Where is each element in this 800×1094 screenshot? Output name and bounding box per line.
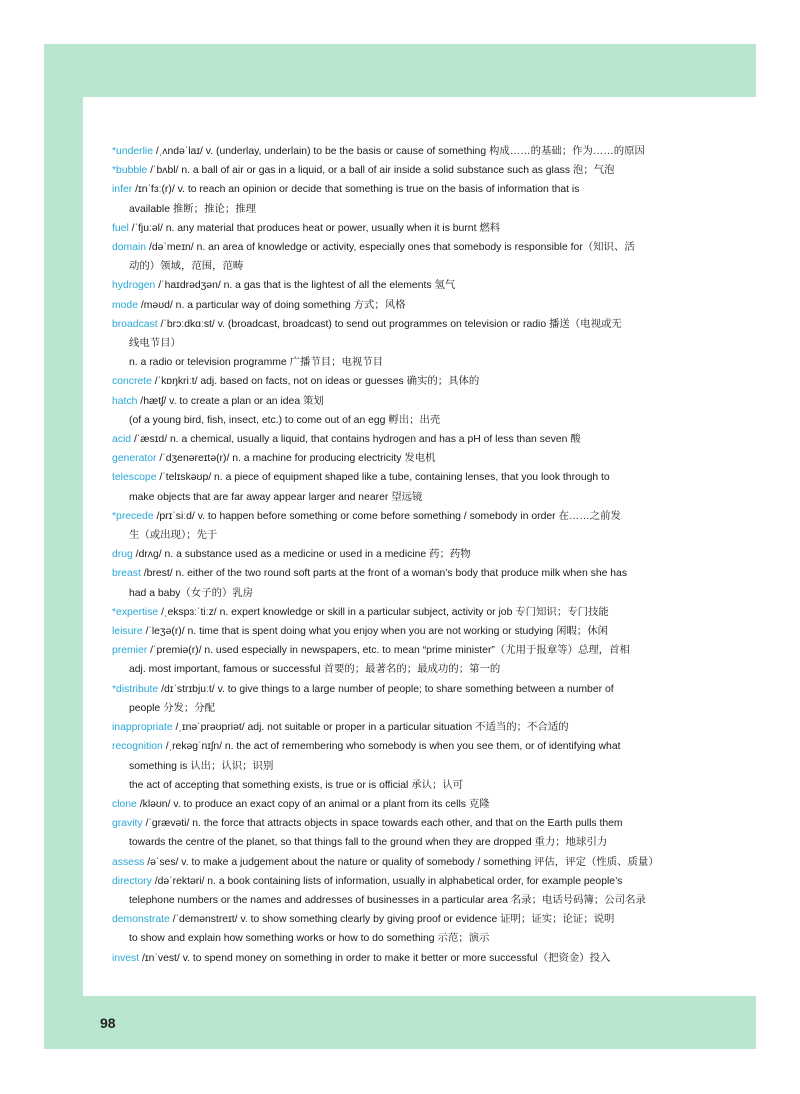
headword: mode [112,299,138,311]
definition-text: /ˌekspɜːˈtiːz/ n. expert knowledge or skill in a particular subject, activity or job 专门知识；专门技能 [158,606,609,618]
headword: concrete [112,376,152,388]
definition-text: /prɪˈsiːd/ v. to happen before something or come before something / somebody in order 在……之前发 [153,510,621,522]
definition-text: /ˌʌndəˈlaɪ/ v. (underlay, underlain) to be the basis or cause of something 构成……的基础；作为……的原因 [153,146,645,157]
vocab-entry [112,795,678,814]
headword: directory [112,875,152,887]
definition-text: /ˈbʌbl/ n. a ball of air or gas in a liquid, or a ball of air inside a solid substance such as glass 泡；气泡 [147,165,615,177]
vocab-entry [112,910,678,948]
vocab-entry [112,718,678,737]
vocab-entry [112,392,678,430]
headword: clone [112,798,137,810]
definition-continuation: n. a radio or television programme 广播节目；电视节目 [129,357,384,369]
definition-text: /brest/ n. either of the two round soft parts at the front of a woman’s body that produce milk when she has [140,568,628,580]
definition-continuation: something is 认出；认识；识别 [129,760,274,772]
vocab-entry [112,603,678,622]
definition-text: /ˈfjuːəl/ n. any material that produces heat or power, usually when it is burnt 燃料 [128,222,501,234]
definition-text: /ˈdemənstreɪt/ v. to show something clearly by giving proof or evidence 证明；证实；论证；说明 [169,914,615,926]
vocab-entry [112,814,678,852]
vocab-entry [112,430,678,449]
headword: *precede [112,510,154,522]
headword: hydrogen [112,280,156,292]
definition-text: /ˈleʒə(r)/ n. time that is spent doing what you enjoy when you are not working or studying 闲暇；休闲 [142,626,608,638]
headword: *bubble [112,165,148,177]
definition-continuation: (of a young bird, fish, insect, etc.) to come out of an egg 孵出；出壳 [129,414,441,426]
definition-text: /ˌɪnəˈprəʊpriət/ adj. not suitable or proper in a particular situation 不适当的；不合适的 [172,722,569,734]
headword: domain [112,242,147,254]
headword: invest [112,952,140,964]
definition-continuation: telephone numbers or the names and addresses of businesses in a particular area 名录；电话号码簿；公司名录 [129,894,646,906]
top-decorative-band [44,44,756,97]
headword: breast [112,568,141,580]
headword: *distribute [112,683,159,695]
definition-text: /ˌrekəɡˈnɪʃn/ n. the act of remembering who somebody is when you see them, or of identifying what [162,741,621,753]
headword: *underlie [112,146,154,157]
headword: telescope [112,472,157,484]
definition-text: /dəˈmeɪn/ n. an area of knowledge or activity, especially ones that somebody is responsible for（知识、活 [146,242,635,254]
definition-text: /drʌɡ/ n. a substance used as a medicine or used in a medicine 药；药物 [132,549,471,561]
vocab-entry [112,449,678,468]
vocab-entry [112,238,678,276]
headword: demonstrate [112,914,170,926]
headword: recognition [112,741,163,753]
vocab-entry [112,507,678,545]
definition-text: /dɪˈstrɪbjuːt/ v. to give things to a large number of people; to share something between a number of [158,683,614,695]
vocab-entry [112,315,678,373]
definition-text: /ˈkɒŋkriːt/ adj. based on facts, not on ideas or guesses 确实的；具体的 [151,376,480,388]
headword: *expertise [112,606,159,618]
definition-continuation: had a baby（女子的）乳房 [129,587,254,599]
definition-continuation: people 分发；分配 [129,702,216,714]
vocab-entry [112,622,678,641]
left-decorative-band [44,97,83,1021]
headword: inappropriate [112,722,173,734]
definition-text: /məʊd/ n. a particular way of doing something 方式；风格 [138,299,406,311]
definition-text: /ˈhaɪdrədʒən/ n. a gas that is the lightest of all the elements 氢气 [155,280,456,292]
definition-continuation: 生（或出现）；先于 [129,530,218,542]
vocab-entry [112,680,678,718]
definition-text: /kləʊn/ v. to produce an exact copy of an animal or a plant from its cells 克隆 [136,798,490,810]
vocab-entry [112,142,678,161]
headword: premier [112,645,148,657]
definition-text: /əˈses/ v. to make a judgement about the nature or quality of somebody / something 评估，评定（性质、质量） [144,856,659,868]
definition-text: /ˈbrɔːdkɑːst/ v. (broadcast, broadcast) to send out programmes on television or radio 播送（电视或无 [157,318,622,330]
vocab-entry [112,161,678,180]
definition-text: /ˈɡrævəti/ n. the force that attracts objects in space towards each other, and that on the Earth pulls them [142,818,623,830]
vocab-entry [112,853,678,872]
definition-text: /ˈtelɪskəʊp/ n. a piece of equipment shaped like a tube, containing lenses, that you look through to [156,472,610,484]
vocab-entry [112,296,678,315]
definition-text: /ˈpremiə(r)/ n. used especially in newspapers, etc. to mean “prime minister”（尤用于报章等）总理，首相 [147,645,630,657]
definition-text: /dəˈrektəri/ n. a book containing lists of information, usually in alphabetical order, for example people’s [151,875,623,887]
definition-continuation: 线电节目） [129,338,181,350]
definition-continuation: 动的）领域，范围，范畴 [129,261,244,273]
definition-continuation: make objects that are far away appear larger and nearer 望远镜 [129,491,423,503]
definition-continuation: towards the centre of the planet, so that things fall to the ground when they are dropped 重力；地球引力 [129,837,608,849]
definition-text: /ˈæsɪd/ n. a chemical, usually a liquid, that contains hydrogen and has a pH of less than seven 酸 [131,434,581,446]
definition-text: /ɪnˈfɜː(r)/ v. to reach an opinion or decide that something is true on the basis of information that is [132,184,580,196]
vocab-entry [112,872,678,910]
bottom-decorative-band [44,996,756,1049]
headword: assess [112,856,145,868]
vocabulary-list [112,142,678,968]
page-number: 98 [100,1015,116,1031]
headword: fuel [112,222,129,234]
headword: hatch [112,395,138,407]
definition-text: /ɪnˈvest/ v. to spend money on something in order to make it better or more successful（把资金）投入 [139,952,611,964]
definition-text: /hætʃ/ v. to create a plan or an idea 策划 [137,395,324,407]
headword: acid [112,434,132,446]
headword: drug [112,549,133,561]
headword: gravity [112,818,143,830]
vocab-entry [112,545,678,564]
definition-continuation: the act of accepting that something exists, is true or is official 承认；认可 [129,779,464,791]
vocab-entry [112,276,678,295]
definition-continuation: available 推断；推论；推理 [129,203,257,215]
headword: infer [112,184,133,196]
headword: leisure [112,626,143,638]
vocab-entry [112,737,678,795]
definition-continuation: to show and explain how something works or how to do something 示范；演示 [129,933,490,945]
headword: broadcast [112,318,158,330]
definition-text: /ˈdʒenəreɪtə(r)/ n. a machine for producing electricity 发电机 [156,453,436,465]
definition-continuation: adj. most important, famous or successful 首要的；最著名的；最成功的；第一的 [129,664,501,676]
headword: generator [112,453,157,465]
vocab-entry [112,468,678,506]
vocab-entry [112,641,678,679]
vocab-entry [112,564,678,602]
vocab-entry [112,949,678,968]
vocab-entry [112,180,678,218]
vocab-entry [112,219,678,238]
vocab-entry [112,372,678,391]
